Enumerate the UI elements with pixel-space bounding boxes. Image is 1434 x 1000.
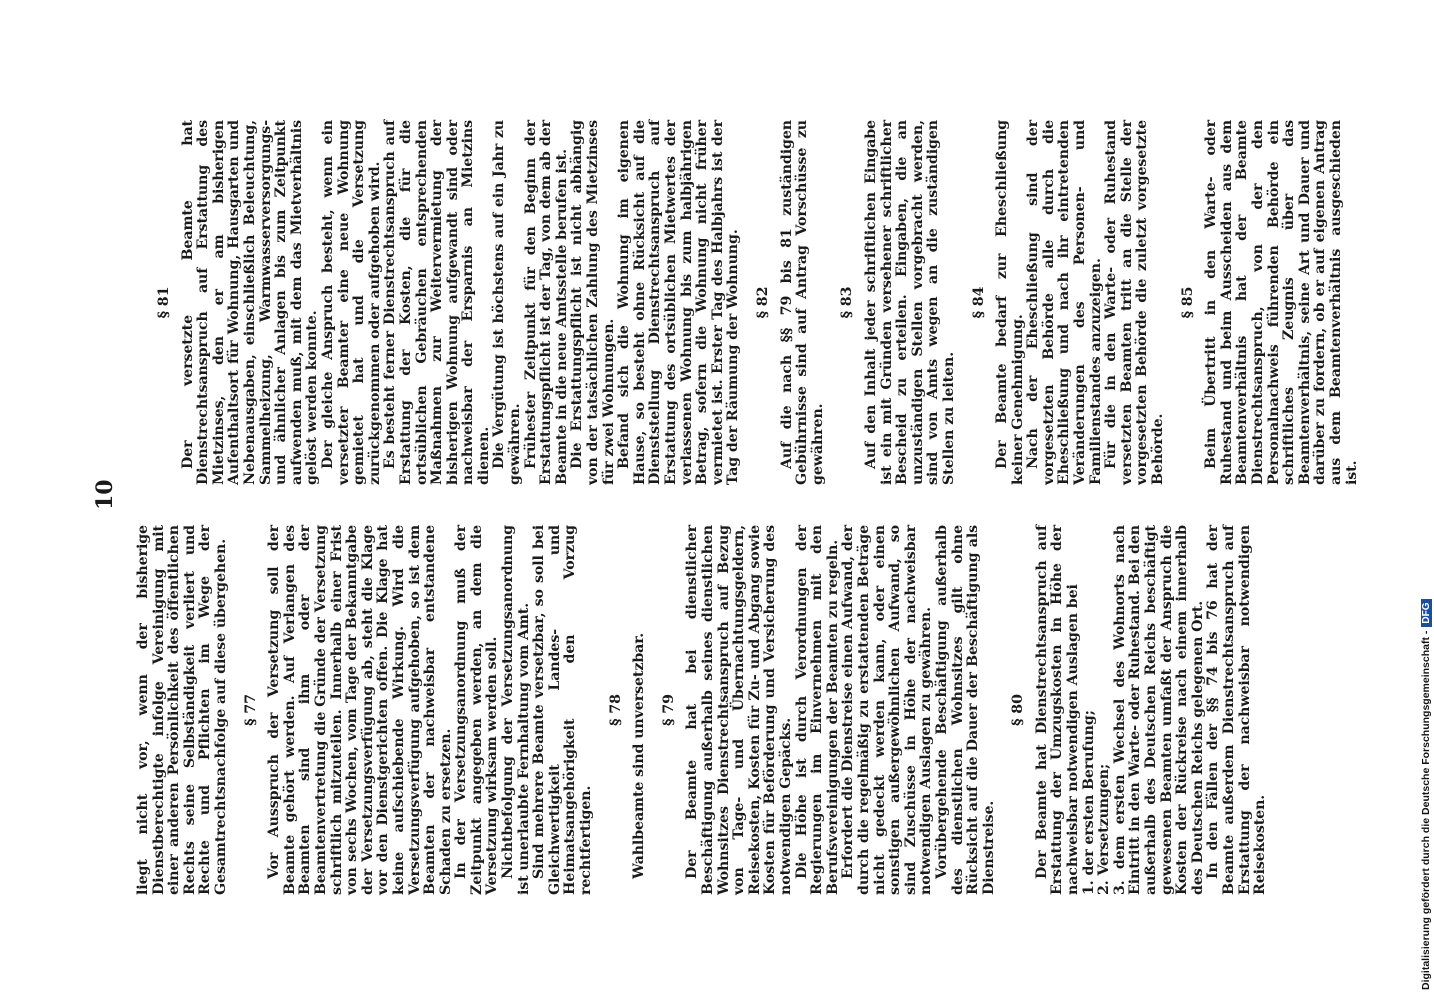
paragraph: Erfordert die Dienstreise einen Aufwand, der durch die regelmäßig zu erstattenden Beträge nicht gedeckt werden kann, oder einen sonstigen außergewöhnlichen Aufwand, so sind Zuschüsse in Höhe der nachweisbar notwendigen Auslagen zu gewähren. — [840, 525, 935, 895]
paragraph: Auf den Inhalt jeder schriftlichen Eingabe ist ein mit Gründen versehener schriftlicher Bescheid zu erteilen. Eingaben, die an unzuständigen Stellen vorgebracht werden, sind von Amts wegen an die zuständigen Stellen zu leiten. — [862, 120, 957, 485]
paragraph: Befand sich die Wohnung im eigenen Hause, so besteht ohne Rücksicht auf die Dienststellung Dienstrechtsanspruch auf Erstattung des ortsüblichen Mietwertes der verlassenen Wohnung bis zum halbjährigen Betrag, sofern die Wohnung nicht früher vermietet ist. Erster Tag des Halbjahrs ist der Tag der Räumung der Wohnung. — [616, 120, 742, 485]
section-heading-77: § 77 — [242, 694, 259, 726]
page-number: 10 — [92, 479, 118, 510]
paragraph: liegt nicht vor, wenn der bisherige Dienstberechtigte infolge Vereinigung mit einer anderen Persönlichkeit des öffentlichen Rechts seine Selbständigkeit verliert und Rechte und Pflichten im Wege der Gesamtrechtsnachfolge auf diese übergehen. — [135, 525, 229, 895]
section-heading-78: § 78 — [607, 694, 624, 726]
paragraph: Der Beamte bedarf zur Eheschließung keiner Genehmigung. — [994, 120, 1026, 485]
section-heading-83: § 83 — [839, 286, 856, 319]
section-heading-84: § 84 — [970, 286, 987, 319]
paragraph: Vorübergehende Beschäftigung außerhalb des dienstlichen Wohnsitzes gilt ohne Rücksicht auf die Dauer der Beschäftigung als Dienstreise. — [933, 525, 997, 895]
section-heading-81: § 81 — [156, 286, 172, 319]
paragraph: Die Höhe ist durch Verordnungen der Regierungen im Einvernehmen mit den Berufsvereinigungen der Beamten zu regeln. — [793, 525, 841, 895]
paragraph: In den Fällen der §§ 74 bis 76 hat der Beamte außerdem Dienstrechtsanspruch auf Erstattung der nachweisbar notwendigen Reisekosten. — [1205, 525, 1269, 895]
paragraph: Es besteht ferner Dienstrechtsanspruch auf Erstattung der Kosten, die für die ortsüblichen Gebräuchen entsprechenden Maßnahmen zur Weitervermietung der bisherigen Wohnung aufgewandt sind oder nachweisbar der Ersparnis an Mietzins dienen. — [382, 120, 492, 485]
paragraph: Der gleiche Anspruch besteht, wenn ein versetzter Beamter eine neue Wohnung gemietet hat und die Versetzung zurückgenommen oder aufgehoben wird. — [319, 120, 383, 485]
list-item: 3. dem ersten Wechsel des Wohnorts nach Eintritt in den Warte- oder Ruhestand. Bei den außerhalb des Deutschen Reichs beschäftigt gewesenen Beamten umfaßt der Anspruch die Kosten der Rückreise nach einem innerhalb des Deutschen Reichs gelegenen Ort. — [1111, 525, 1206, 895]
paragraph: Vor Ausspruch der Versetzung soll der Beamte gehört werden. Auf Verlangen des Beamten sind ihm oder der Beamtenvertretung die Gründe der Versetzung schriftlich mitzuteilen. Innerhalb einer Frist von sechs Wochen, vom Tage der Bekanntgabe der Versetzungsverfügung ab, steht die Klage vor den Dienstgerichten offen. Die Klage hat keine aufschiebende Wirkung. Wird die Versetzungsverfügung aufgehoben, so ist dem Beamten der nachweisbar entstandene Schaden zu ersetzen. — [266, 525, 454, 895]
paragraph: Wahlbeamte sind unversetzbar. — [631, 632, 648, 879]
section-heading-85: § 85 — [1179, 286, 1196, 319]
paragraph: Die Vergütung ist höchstens auf ein Jahr zu gewähren. — [491, 120, 524, 485]
section-heading-80: § 80 — [1010, 694, 1027, 726]
section-heading-82: § 82 — [754, 286, 771, 319]
left-column — [136, 525, 1269, 895]
paragraph: Der Beamte hat Dienstrechtsanspruch auf Erstattung der Umzugskosten in Höhe der nachweisbar notwendigen Auslagen bei — [1033, 525, 1082, 895]
section-heading-79: § 79 — [660, 694, 677, 726]
credit-text: Digitalisierung gefördert durch die Deutsche Forschungsgemeinschaft - — [1420, 630, 1432, 990]
paragraph: Sind mehrere Beamte versetzbar, so soll bei Gleichwertigkeit Landes- und Heimatsangehörigkeit den Vorzug rechtfertigen. — [531, 525, 595, 895]
paragraph: Nichtbefolgung der Versetzungsanordnung ist unerlaubte Fernhaltung vom Amt. — [500, 525, 532, 895]
digitization-credit — [1420, 600, 1432, 991]
dfg-logo: DFG — [1421, 600, 1432, 627]
list-item: 1. der ersten Berufung; — [1080, 710, 1097, 895]
paragraph: Der versetzte Beamte hat Dienstrechtsanspruch auf Erstattung des Mietzinses, den er am bisherigen Aufenthaltsort für Wohnung, Hausgarten und Nebenausgaben, einschließlich Beleuchtung, Sammelheizung, Warmwasserversorgungs- und ähnlicher Anlagen bis zum Zeitpunkt aufwenden muß, mit dem das Mietverhältnis gelöst werden konnte. — [179, 120, 321, 485]
paragraph: Auf die nach §§ 79 bis 81 zuständigen Gebührnisse sind auf Antrag Vorschüsse zu gewähren. — [778, 120, 826, 485]
paragraph: In der Versetzungsanordnung muß der Zeitpunkt angegeben werden, an dem die Versetzung wirksam werden soll. — [453, 525, 501, 895]
paragraph: Beim Übertritt in den Warte- oder Ruhestand und beim Ausscheiden aus dem Beamtenverhältnis hat der Beamte Dienstrechtsanspruch, von der den Personalnachweis führenden Behörde ein schriftliches Zeugnis über das Beamtenverhältnis, seine Art und Dauer und darüber zu fordern, ob er auf eigenen Antrag aus dem Beamtenverhältnis ausgeschieden ist. — [1203, 120, 1360, 485]
right-column — [143, 120, 1360, 485]
list-item: 2. Versetzungen; — [1096, 763, 1113, 895]
paragraph: Nach der Eheschließung sind der vorgesetzten Behörde alle durch die Eheschließung und nach ihr eintretenden Veränderungen des Personen- und Familienstandes anzuzeigen. — [1025, 120, 1104, 485]
paragraph: Für die in den Warte- oder Ruhestand versetzten Beamten tritt an die Stelle der vorgesetzten Behörde die zuletzt vorgesetzte Behörde. — [1103, 120, 1167, 485]
paragraph: Frühester Zeitpunkt für den Beginn der Erstattungspflicht ist der Tag, von dem ab der Beamte in die neue Amtsstelle berufen ist. — [522, 120, 570, 485]
paragraph: Der Beamte hat bei dienstlicher Beschäftigung außerhalb seines dienstlichen Wohnsitzes Dienstrechtsanspruch auf Bezug von Tage- und Übernachtungsgeldern, Reisekosten, Kosten für Zu- und Abgang sowie Kosten für Beförderung und Versicherung des notwendigen Gepäcks. — [684, 525, 794, 895]
paragraph: Die Erstattungspflicht ist nicht abhängig von der tatsächlichen Zahlung des Mietzinses für zwei Wohnungen. — [569, 120, 617, 485]
